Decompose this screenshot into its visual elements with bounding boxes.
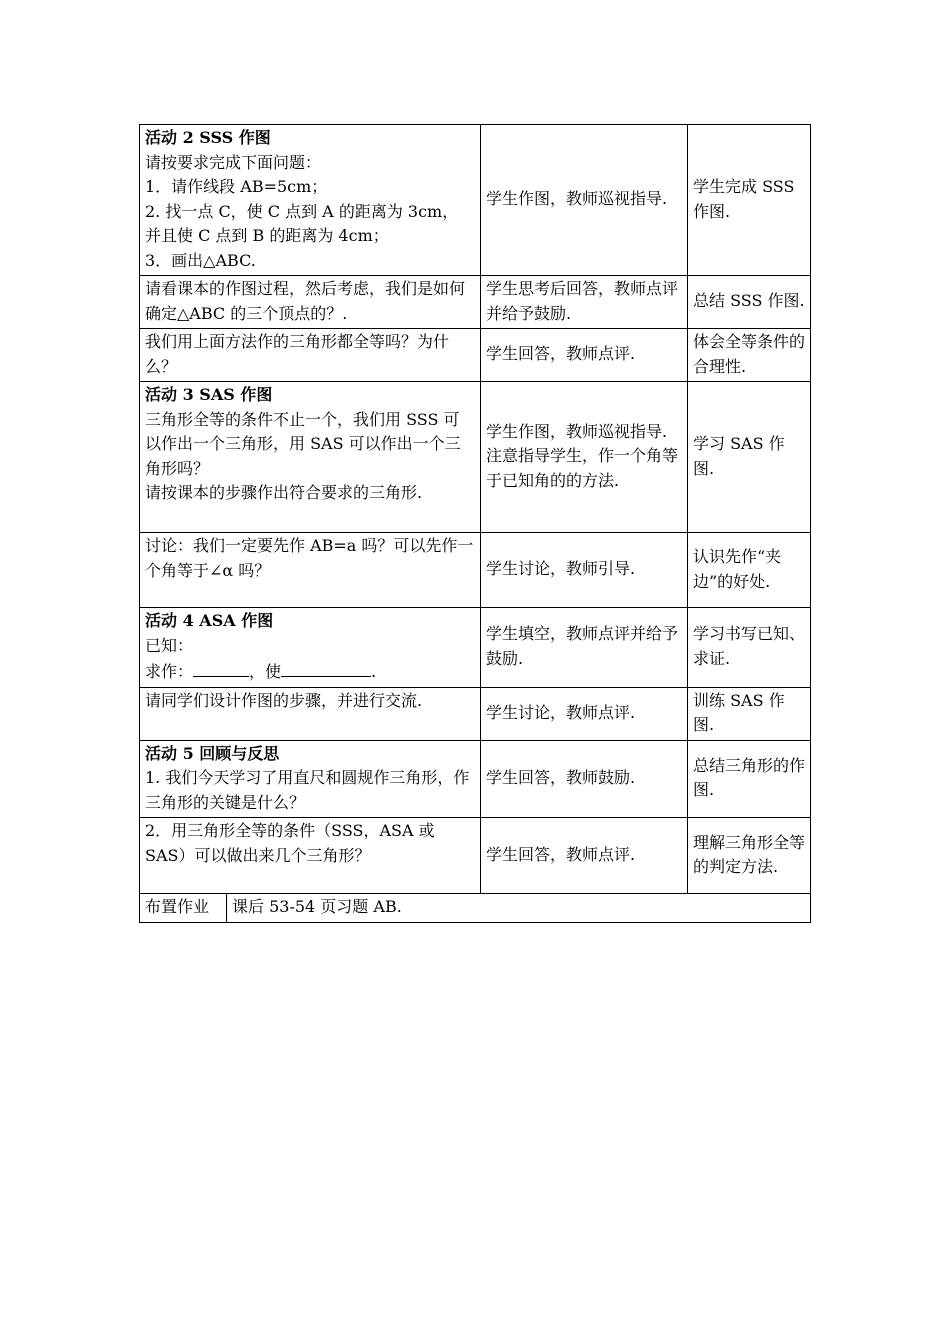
intent-cell: 学生完成 SSS 作图. (688, 125, 811, 276)
teacher-student-cell: 学生回答，教师点评. (481, 818, 688, 894)
teacher-student-cell: 学生填空，教师点评并给予鼓励. (481, 608, 688, 688)
homework-table (139, 893, 811, 923)
blank-underline (193, 658, 249, 677)
intent-cell: 总结 SSS 作图. (688, 276, 811, 329)
intent-cell: 总结三角形的作图. (688, 740, 811, 818)
text-label: ，使 (249, 662, 282, 681)
table-row (140, 125, 811, 276)
teacher-student-cell: 学生讨论，教师引导. (481, 533, 688, 608)
activity-cell (140, 740, 481, 818)
text-line: 请按要求完成下面问题： (145, 152, 322, 172)
text-line: 请按课本的步骤作出符合要求的三角形. (145, 483, 423, 502)
homework-text: 课后 53-54 页习题 AB. (227, 894, 811, 923)
homework-label: 布置作业 (140, 894, 227, 923)
teacher-student-cell: 学生思考后回答，教师点评并给予鼓励. (481, 276, 688, 329)
text-line: 3．画出△ABC. (145, 250, 256, 270)
lesson-table (139, 124, 811, 894)
intent-cell: 认识先作“夹边”的好处. (688, 533, 811, 608)
activity-cell: 请看课本的作图过程，然后考虑，我们是如何确定△ABC 的三个顶点的？. (140, 276, 481, 329)
table-row (140, 382, 811, 533)
lesson-plan-page (139, 124, 811, 923)
table-row (140, 740, 811, 818)
table-row (140, 608, 811, 688)
activity-cell (140, 608, 481, 688)
text-label: . (371, 662, 377, 681)
intent-cell: 学习书写已知、求证. (688, 608, 811, 688)
activity-cell: 2．用三角形全等的条件（SSS，ASA 或 SAS）可以做出来几个三角形？ (140, 818, 481, 894)
text-line: 1. 我们今天学习了用直尺和圆规作三角形，作三角形的关键是什么？ (145, 768, 470, 812)
text-line: 2. 找一点 C，使 C 点到 A 的距离为 3cm， (145, 201, 459, 221)
table-row (140, 329, 811, 382)
activity-cell: 讨论：我们一定要先作 AB=a 吗？可以先作一个角等于∠α 吗？ (140, 533, 481, 608)
intent-cell: 体会全等条件的合理性. (688, 329, 811, 382)
blank-underline (281, 658, 371, 677)
intent-cell: 训练 SAS 作图. (688, 687, 811, 740)
intent-cell: 理解三角形全等的判定方法. (688, 818, 811, 894)
text-line: 三角形全等的条件不止一个，我们用 SSS 可以作出一个三角形，用 SAS 可以作出一个三角形吗？ (145, 409, 461, 478)
activity-cell: 请同学们设计作图的步骤，并进行交流. (140, 687, 481, 740)
activity-title: 活动 4 ASA 作图 (145, 611, 274, 630)
teacher-student-cell: 学生作图，教师巡视指导. (481, 125, 688, 276)
teacher-student-cell: 学生讨论，教师点评. (481, 687, 688, 740)
table-row (140, 687, 811, 740)
activity-title: 活动 3 SAS 作图 (145, 385, 273, 404)
activity-cell: 我们用上面方法作的三角形都全等吗？为什么？ (140, 329, 481, 382)
table-row (140, 276, 811, 329)
text-line: 学生作图，教师巡视指导. (486, 421, 668, 441)
activity-cell (140, 125, 481, 276)
teacher-student-cell: 学生回答，教师鼓励. (481, 740, 688, 818)
text-line: 已知： (145, 635, 194, 655)
text-line: 并且使 C 点到 B 的距离为 4cm； (145, 226, 389, 245)
table-row (140, 533, 811, 608)
intent-cell: 学习 SAS 作图. (688, 382, 811, 533)
text-line: 1．请作线段 AB=5cm； (145, 177, 328, 196)
teacher-student-cell: 学生回答，教师点评. (481, 329, 688, 382)
teacher-student-cell (481, 382, 688, 533)
activity-title: 活动 2 SSS 作图 (145, 128, 271, 147)
text-label: 求作： (145, 662, 194, 681)
table-row (140, 818, 811, 894)
activity-cell (140, 382, 481, 533)
activity-title: 活动 5 回顾与反思 (145, 743, 280, 763)
text-line: 注意指导学生，作一个角等于已知角的的方法. (486, 446, 679, 490)
table-row (140, 894, 811, 923)
fill-in-line (145, 658, 475, 685)
